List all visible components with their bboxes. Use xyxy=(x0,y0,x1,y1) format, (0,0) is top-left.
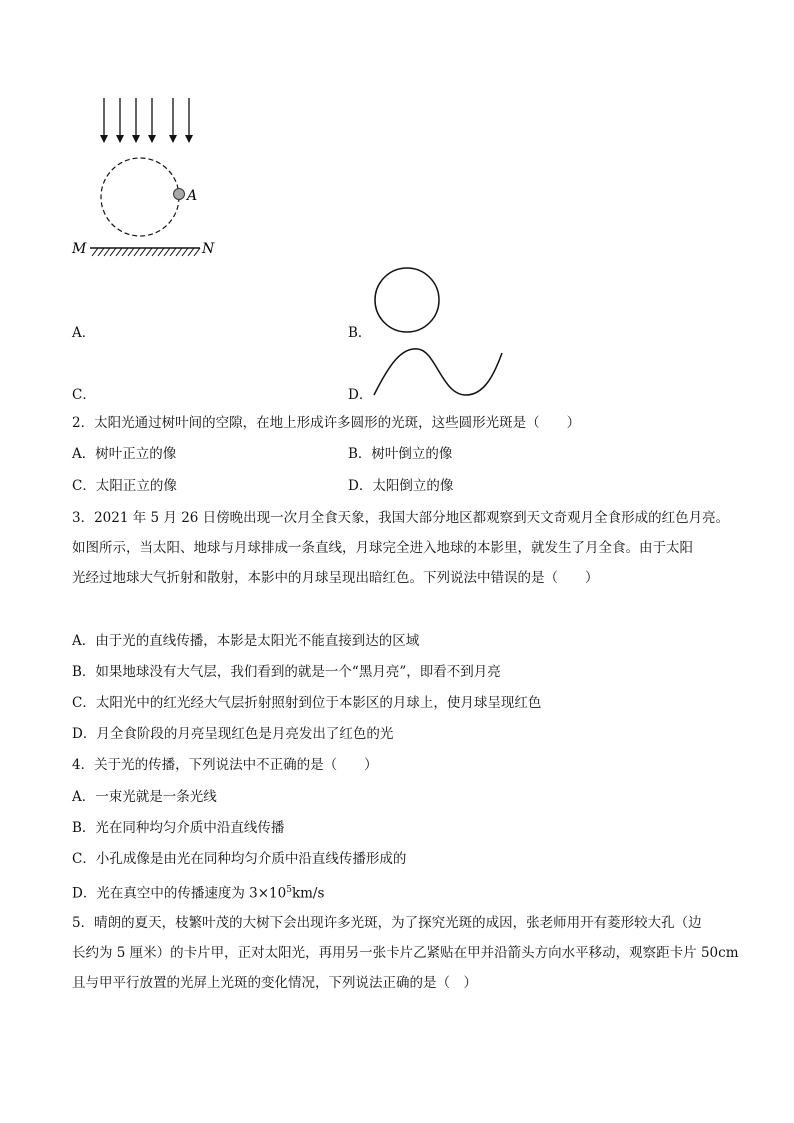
q3-option-d: D．月全食阶段的月亮呈现红色是月亮发出了红色的光 xyxy=(72,726,394,742)
q4-option-c: C．小孔成像是由光在同种均匀介质中沿直线传播形成的 xyxy=(72,851,407,867)
q5-stem-line-1: 5．晴朗的夏天，枝繁叶茂的大树下会出现许多光斑，为了探究光斑的成因，张老师用开有菱形较大孔（边 xyxy=(72,915,702,931)
option-b-circle-figure xyxy=(370,265,444,335)
q3-stem-line-3: 光经过地球大气折射和散射，本影中的月球呈现出暗红色。下列说法中错误的是（ ） xyxy=(72,570,599,586)
dashed-orbit-circle xyxy=(101,158,179,236)
q1-option-a: A． xyxy=(72,325,96,341)
q5-stem-line-3: 且与甲平行放置的光屏上光斑的变化情况，下列说法正确的是（ ） xyxy=(72,975,477,991)
point-a-label: A xyxy=(187,188,198,204)
q3-stem-line-1: 3．2021 年 5 月 26 日傍晚出现一次月全食天象，我国大部分地区都观察到天文奇观月全食形成的红色月亮。 xyxy=(72,510,730,526)
q2-option-a: A．树叶正立的像 xyxy=(72,446,177,462)
q2-option-d: D．太阳倒立的像 xyxy=(348,478,454,494)
q2-stem: 2．太阳光通过树叶间的空隙，在地上形成许多圆形的光斑，这些圆形光斑是（ ） xyxy=(72,415,581,431)
ground-hatching xyxy=(92,248,200,256)
sunlight-circle-figure xyxy=(60,90,250,265)
q3-option-c: C．太阳光中的红光经大气层折射照射到位于本影区的月球上，使月球呈现红色 xyxy=(72,695,542,711)
point-n-label: N xyxy=(202,241,215,257)
q1-option-c: C． xyxy=(72,387,96,403)
q3-stem-line-2: 如图所示，当太阳、地球与月球排成一条直线，月球完全进入地球的本影里，就发生了月全食。由于太阳 xyxy=(72,540,693,556)
q3-option-a: A．由于光的直线传播，本影是太阳光不能直接到达的区域 xyxy=(72,633,420,649)
q4-option-d xyxy=(72,880,324,904)
q4-option-d-unit: km/s xyxy=(291,885,325,902)
point-a-marker xyxy=(174,189,185,200)
q1-option-d: D． xyxy=(348,387,373,403)
sunlight-arrows xyxy=(104,98,189,142)
q2-option-b: B．树叶倒立的像 xyxy=(348,446,453,462)
option-d-wave-figure xyxy=(370,343,506,399)
q4-option-d-text: D．光在真空中的传播速度为 3×10 xyxy=(72,885,287,902)
q3-option-b: B．如果地球没有大气层，我们看到的就是一个“黑月亮”，即看不到月亮 xyxy=(72,664,501,680)
q5-stem-line-2: 长约为 5 厘米）的卡片甲，正对太阳光，再用另一张卡片乙紧贴在甲并沿箭头方向水平移动，观察距卡片 50cm xyxy=(72,945,739,961)
q1-option-b: B． xyxy=(348,325,372,341)
q4-option-b: B．光在同种均匀介质中沿直线传播 xyxy=(72,820,285,836)
q2-option-c: C．太阳正立的像 xyxy=(72,478,177,494)
point-m-label: M xyxy=(72,241,87,257)
q4-stem: 4．关于光的传播，下列说法中不正确的是（ ） xyxy=(72,757,378,773)
q4-option-a: A．一束光就是一条光线 xyxy=(72,789,217,805)
q4-option-d-exponent: 5 xyxy=(286,885,292,895)
